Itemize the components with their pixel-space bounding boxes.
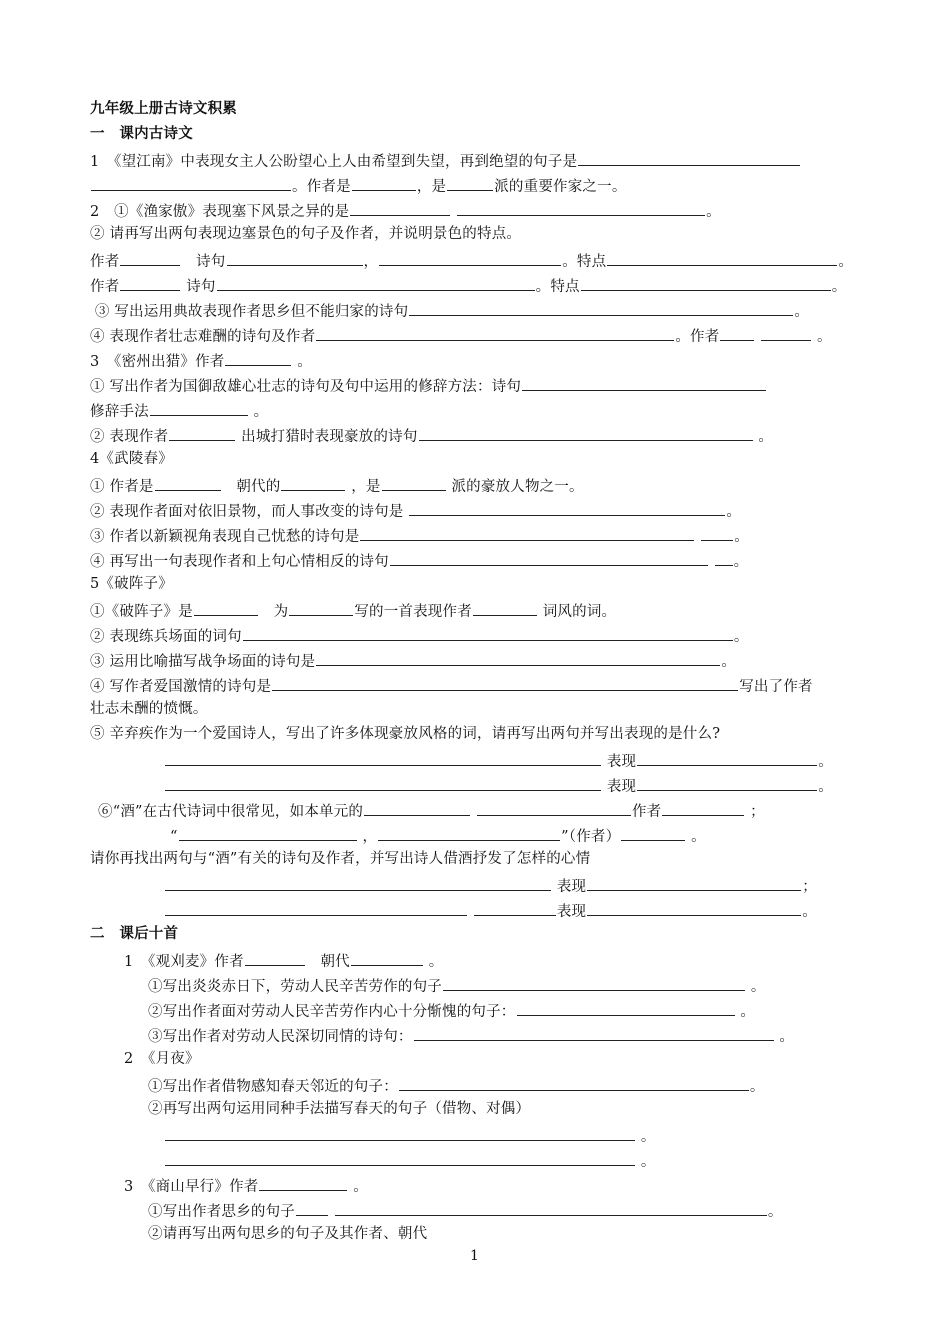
- answer-blank[interactable]: [621, 823, 685, 841]
- answer-blank[interactable]: [715, 548, 733, 566]
- q3-line-1: 3 《密州出猎》作者 。: [90, 348, 312, 370]
- s2-q3-line-1: ①写出作者思乡的句子 。: [148, 1198, 783, 1220]
- q2-line-6: ④ 表现作者壮志难酬的诗句及作者 。作者 。: [90, 323, 832, 345]
- q3-line-3: 修辞手法 。: [90, 398, 268, 420]
- q4-line-4: ④ 再写出一句表现作者和上句心情相反的诗句 。: [90, 548, 748, 570]
- q5-line-4: ④ 写作者爱国激情的诗句是 写出了作者: [90, 673, 813, 695]
- answer-blank[interactable]: [587, 898, 801, 916]
- q5-line-2: ② 表现练兵场面的词句 。: [90, 623, 749, 645]
- answer-blank[interactable]: [473, 598, 537, 616]
- answer-blank[interactable]: [165, 1123, 635, 1141]
- answer-blank[interactable]: [474, 898, 556, 916]
- s2-q3-heading: 3 《商山早行》作者 。: [124, 1173, 368, 1195]
- answer-blank[interactable]: [227, 248, 363, 266]
- s2-q1-line-1: ①写出炎炎赤日下，劳动人民辛苦劳作的句子 。: [148, 973, 766, 995]
- answer-blank[interactable]: [169, 423, 235, 441]
- q4-line-2: ② 表现作者面对依旧景物，而人事改变的诗句是 。: [90, 498, 741, 520]
- q2-line-4: 作者 诗句 。特点 。: [90, 273, 846, 295]
- s2-q2-line-3: 。: [164, 1123, 656, 1145]
- answer-blank[interactable]: [637, 748, 817, 766]
- q4-heading: 4《武陵春》: [90, 451, 173, 467]
- s2-q2-line-2: ②再写出两句运用同种手法描写春天的句子（借物、对偶）: [148, 1101, 531, 1117]
- s2-q3-line-2: ②请再写出两句思乡的句子及其作者、朝代: [148, 1226, 428, 1242]
- q5-line-8: 表现 。: [164, 773, 833, 795]
- s2-q1-line-2: ②写出作者面对劳动人民辛苦劳作内心十分惭愧的句子： 。: [148, 998, 755, 1020]
- answer-blank[interactable]: [179, 823, 357, 841]
- answer-blank[interactable]: [194, 598, 258, 616]
- q2-line-3: 作者 诗句 ， 。特点 。: [90, 248, 853, 270]
- answer-blank[interactable]: [245, 948, 305, 966]
- q2-line-1: 2 ①《渔家傲》表现塞下风景之异的是 。: [90, 198, 721, 220]
- answer-blank[interactable]: [289, 598, 353, 616]
- q1-line-1: 1 《望江南》中表现女主人公盼望心上人由希望到失望，再到绝望的句子是: [90, 148, 801, 170]
- answer-blank[interactable]: [225, 348, 291, 366]
- answer-blank[interactable]: [165, 873, 551, 891]
- answer-blank[interactable]: [447, 173, 493, 191]
- q5-line-9: ⑥“酒”在古代诗词中很常见，如本单元的 作者 ；: [98, 798, 765, 820]
- answer-blank[interactable]: [662, 798, 744, 816]
- q2-line-2: ② 请再写出两句表现边塞景色的句子及作者，并说明景色的特点。: [90, 226, 522, 242]
- answer-blank[interactable]: [578, 148, 800, 166]
- q3-line-2: ① 写出作者为国御敌雄心壮志的诗句及句中运用的修辞方法：诗句: [90, 373, 767, 395]
- q5-line-6: ⑤ 辛弃疾作为一个爱国诗人，写出了许多体现豪放风格的词，请再写出两句并写出表现的是什么?: [90, 726, 721, 742]
- q5-line-10: “ ， ”（作者） 。: [170, 823, 706, 845]
- answer-blank[interactable]: [120, 273, 180, 291]
- answer-blank[interactable]: [272, 673, 738, 691]
- s2-q2-line-4: 。: [164, 1148, 656, 1170]
- s2-q1-heading: 1 《观刈麦》作者 朝代 。: [124, 948, 443, 970]
- answer-blank[interactable]: [352, 173, 416, 191]
- q1-line-2: 。作者是 ，是 派的重要作家之一。: [90, 173, 627, 195]
- answer-blank[interactable]: [581, 273, 831, 291]
- section-2-heading: 二 课后十首: [90, 925, 179, 942]
- answer-blank[interactable]: [457, 198, 705, 216]
- answer-blank[interactable]: [378, 823, 560, 841]
- answer-blank[interactable]: [165, 773, 601, 791]
- q4-line-1: ① 作者是 朝代的 ，是 派的豪放人物之一。: [90, 473, 584, 495]
- answer-blank[interactable]: [243, 623, 733, 641]
- answer-blank[interactable]: [259, 1173, 347, 1191]
- s2-q2-line-1: ①写出作者借物感知春天邻近的句子： 。: [148, 1073, 765, 1095]
- answer-blank[interactable]: [517, 998, 735, 1016]
- answer-blank[interactable]: [296, 1198, 328, 1216]
- answer-blank[interactable]: [360, 523, 694, 541]
- answer-blank[interactable]: [409, 498, 725, 516]
- answer-blank[interactable]: [165, 748, 601, 766]
- answer-blank[interactable]: [165, 898, 467, 916]
- answer-blank[interactable]: [419, 423, 753, 441]
- answer-blank[interactable]: [414, 1023, 774, 1041]
- answer-blank[interactable]: [281, 473, 345, 491]
- answer-blank[interactable]: [399, 1073, 749, 1091]
- answer-blank[interactable]: [150, 398, 248, 416]
- answer-blank[interactable]: [720, 323, 754, 341]
- answer-blank[interactable]: [382, 473, 446, 491]
- q5-line-13: 表现 。: [164, 898, 817, 920]
- answer-blank[interactable]: [761, 323, 811, 341]
- answer-blank[interactable]: [155, 473, 221, 491]
- answer-blank[interactable]: [477, 798, 631, 816]
- q5-line-7: 表现 。: [164, 748, 833, 770]
- q5-line-1: ①《破阵子》是 为 写的一首表现作者 词风的词。: [90, 598, 616, 620]
- answer-blank[interactable]: [120, 248, 180, 266]
- answer-blank[interactable]: [637, 773, 817, 791]
- page-number: 1: [470, 1248, 479, 1264]
- answer-blank[interactable]: [607, 248, 837, 266]
- answer-blank[interactable]: [379, 248, 561, 266]
- q5-line-12: 表现 ；: [164, 873, 817, 895]
- q4-line-3: ③ 作者以新颖视角表现自己忧愁的诗句是 。: [90, 523, 749, 545]
- answer-blank[interactable]: [335, 1198, 767, 1216]
- answer-blank[interactable]: [316, 648, 720, 666]
- q3-line-4: ② 表现作者 出城打猎时表现豪放的诗句 。: [90, 423, 773, 445]
- answer-blank[interactable]: [409, 298, 793, 316]
- answer-blank[interactable]: [351, 948, 423, 966]
- answer-blank[interactable]: [522, 373, 766, 391]
- answer-blank[interactable]: [443, 973, 745, 991]
- page-title: 九年级上册古诗文积累: [90, 100, 237, 117]
- answer-blank[interactable]: [316, 323, 674, 341]
- q5-line-5: 壮志未酬的愤慨。: [90, 701, 208, 717]
- answer-blank[interactable]: [91, 173, 291, 191]
- answer-blank[interactable]: [364, 798, 470, 816]
- q5-line-11: 请你再找出两句与“酒”有关的诗句及作者，并写出诗人借酒抒发了怎样的心情: [90, 851, 591, 867]
- q2-line-5: ③ 写出运用典故表现作者思乡但不能归家的诗句 。: [90, 298, 809, 320]
- q5-heading: 5《破阵子》: [90, 576, 173, 592]
- answer-blank[interactable]: [165, 1148, 635, 1166]
- section-1-heading: 一 课内古诗文: [90, 125, 193, 142]
- s2-q1-line-3: ③写出作者对劳动人民深切同情的诗句： 。: [148, 1023, 794, 1045]
- q5-line-3: ③ 运用比喻描写战争场面的诗句是 。: [90, 648, 736, 670]
- answer-blank[interactable]: [217, 273, 535, 291]
- answer-blank[interactable]: [587, 873, 801, 891]
- s2-q2-heading: 2 《月夜》: [124, 1051, 200, 1067]
- answer-blank[interactable]: [701, 523, 733, 541]
- answer-blank[interactable]: [350, 198, 450, 216]
- answer-blank[interactable]: [390, 548, 708, 566]
